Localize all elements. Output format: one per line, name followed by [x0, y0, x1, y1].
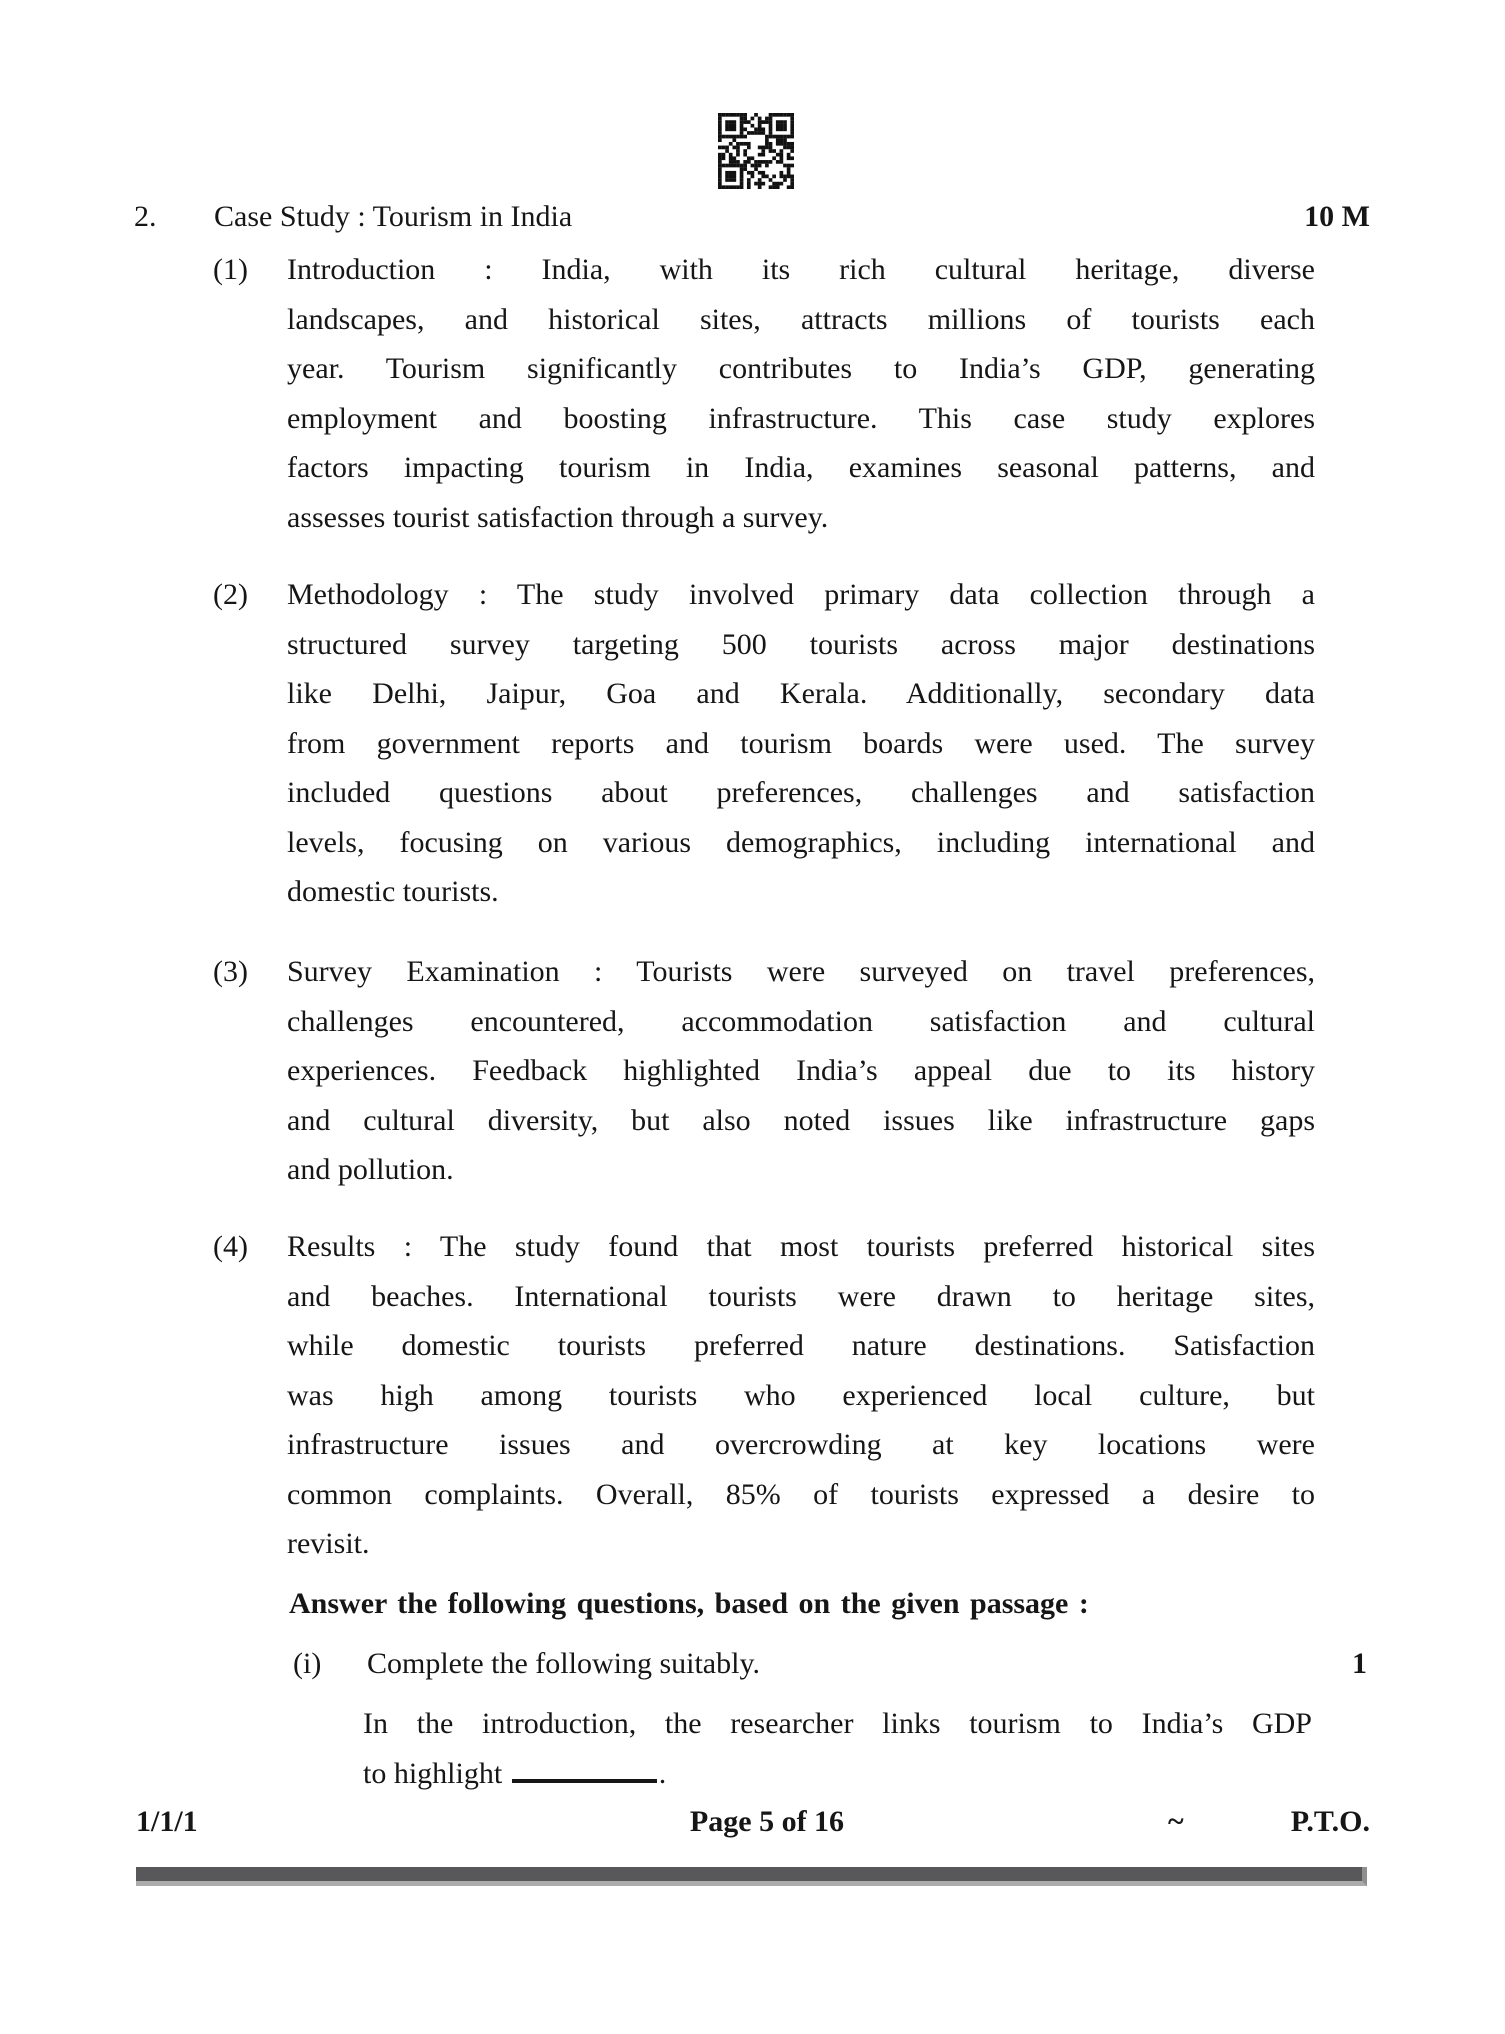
subquestion-marks: 1	[1352, 1647, 1367, 1680]
page-number: Page 5 of 16	[689, 1805, 845, 1838]
paragraph-lines	[287, 570, 1315, 917]
question-marks: 10 M	[1304, 200, 1370, 233]
subquestion-body	[363, 1699, 1312, 1798]
pto-label: P.T.O.	[1290, 1805, 1370, 1838]
blank-prefix: to highlight	[363, 1756, 503, 1790]
passage-line: was high among tourists who experienced local culture, but	[287, 1378, 1315, 1412]
passage-line: and beaches. International tourists were drawn to heritage sites,	[287, 1279, 1315, 1313]
passage-line: infrastructure issues and overcrowding at key locations were	[287, 1428, 1315, 1461]
bottom-bar	[136, 1867, 1367, 1886]
passage-line: Survey Examination : Tourists were surveyed on travel preferences,	[287, 955, 1315, 988]
passage-line: Methodology : The study involved primary data collection through a	[287, 578, 1315, 611]
passage-line: like Delhi, Jaipur, Goa and Kerala. Additionally, secondary data	[287, 677, 1315, 710]
question-title: Case Study : Tourism in India	[214, 200, 573, 233]
answer-blank	[512, 1771, 657, 1783]
passage-line: factors impacting tourism in India, examines seasonal patterns, and	[287, 451, 1315, 484]
subquestion-prompt: Complete the following suitably.	[367, 1647, 761, 1680]
passage-line: and pollution.	[287, 1153, 454, 1186]
qr-code-icon	[718, 113, 794, 189]
paragraph-label: (1)	[213, 253, 248, 286]
blank-suffix: .	[658, 1756, 667, 1790]
tilde-mark: ~	[1168, 1805, 1184, 1838]
paragraph-label: (2)	[213, 578, 248, 611]
passage-line: revisit.	[287, 1527, 370, 1560]
blank-line	[363, 1749, 1312, 1799]
paragraph-label: (3)	[213, 955, 248, 988]
passage-line: and cultural diversity, but also noted issues like infrastructure gaps	[287, 1103, 1315, 1137]
passage-line: while domestic tourists preferred nature destinations. Satisfaction	[287, 1329, 1315, 1362]
passage-line: domestic tourists.	[287, 875, 499, 908]
passage-line: levels, focusing on various demographics, including international and	[287, 825, 1315, 859]
paragraph-lines	[287, 1222, 1315, 1569]
passage-line: year. Tourism significantly contributes to India’s GDP, generating	[287, 352, 1315, 385]
paragraph-label: (4)	[213, 1230, 248, 1263]
passage-line: In the introduction, the researcher links tourism to India’s GDP	[363, 1707, 1312, 1740]
passage-line: Results : The study found that most tourists preferred historical sites	[287, 1230, 1315, 1263]
passage-line: common complaints. Overall, 85% of tourists expressed a desire to	[287, 1477, 1315, 1511]
page-footer	[0, 1797, 1505, 1847]
passage-line: structured survey targeting 500 tourists across major destinations	[287, 627, 1315, 661]
answer-heading: Answer the following questions, based on the given passage :	[289, 1587, 1089, 1620]
passage-line: employment and boosting infrastructure. This case study explores	[287, 401, 1315, 435]
passage-line: Introduction : India, with its rich cultural heritage, diverse	[287, 253, 1315, 286]
passage-line: challenges encountered, accommodation satisfaction and cultural	[287, 1004, 1315, 1038]
subquestion-label: (i)	[293, 1647, 322, 1680]
paper-code: 1/1/1	[136, 1805, 198, 1838]
passage-line: from government reports and tourism boards were used. The survey	[287, 726, 1315, 760]
paragraph-lines	[287, 245, 1315, 542]
passage-line: landscapes, and historical sites, attracts millions of tourists each	[287, 302, 1315, 336]
paragraph-lines	[287, 947, 1315, 1195]
passage-line: assesses tourist satisfaction through a survey.	[287, 500, 829, 534]
subquestion-row	[0, 1639, 1505, 1689]
question-number: 2.	[134, 200, 157, 233]
passage-line: experiences. Feedback highlighted India’s appeal due to its history	[287, 1054, 1315, 1087]
question-header	[0, 192, 1505, 242]
passage-line: included questions about preferences, challenges and satisfaction	[287, 776, 1315, 809]
